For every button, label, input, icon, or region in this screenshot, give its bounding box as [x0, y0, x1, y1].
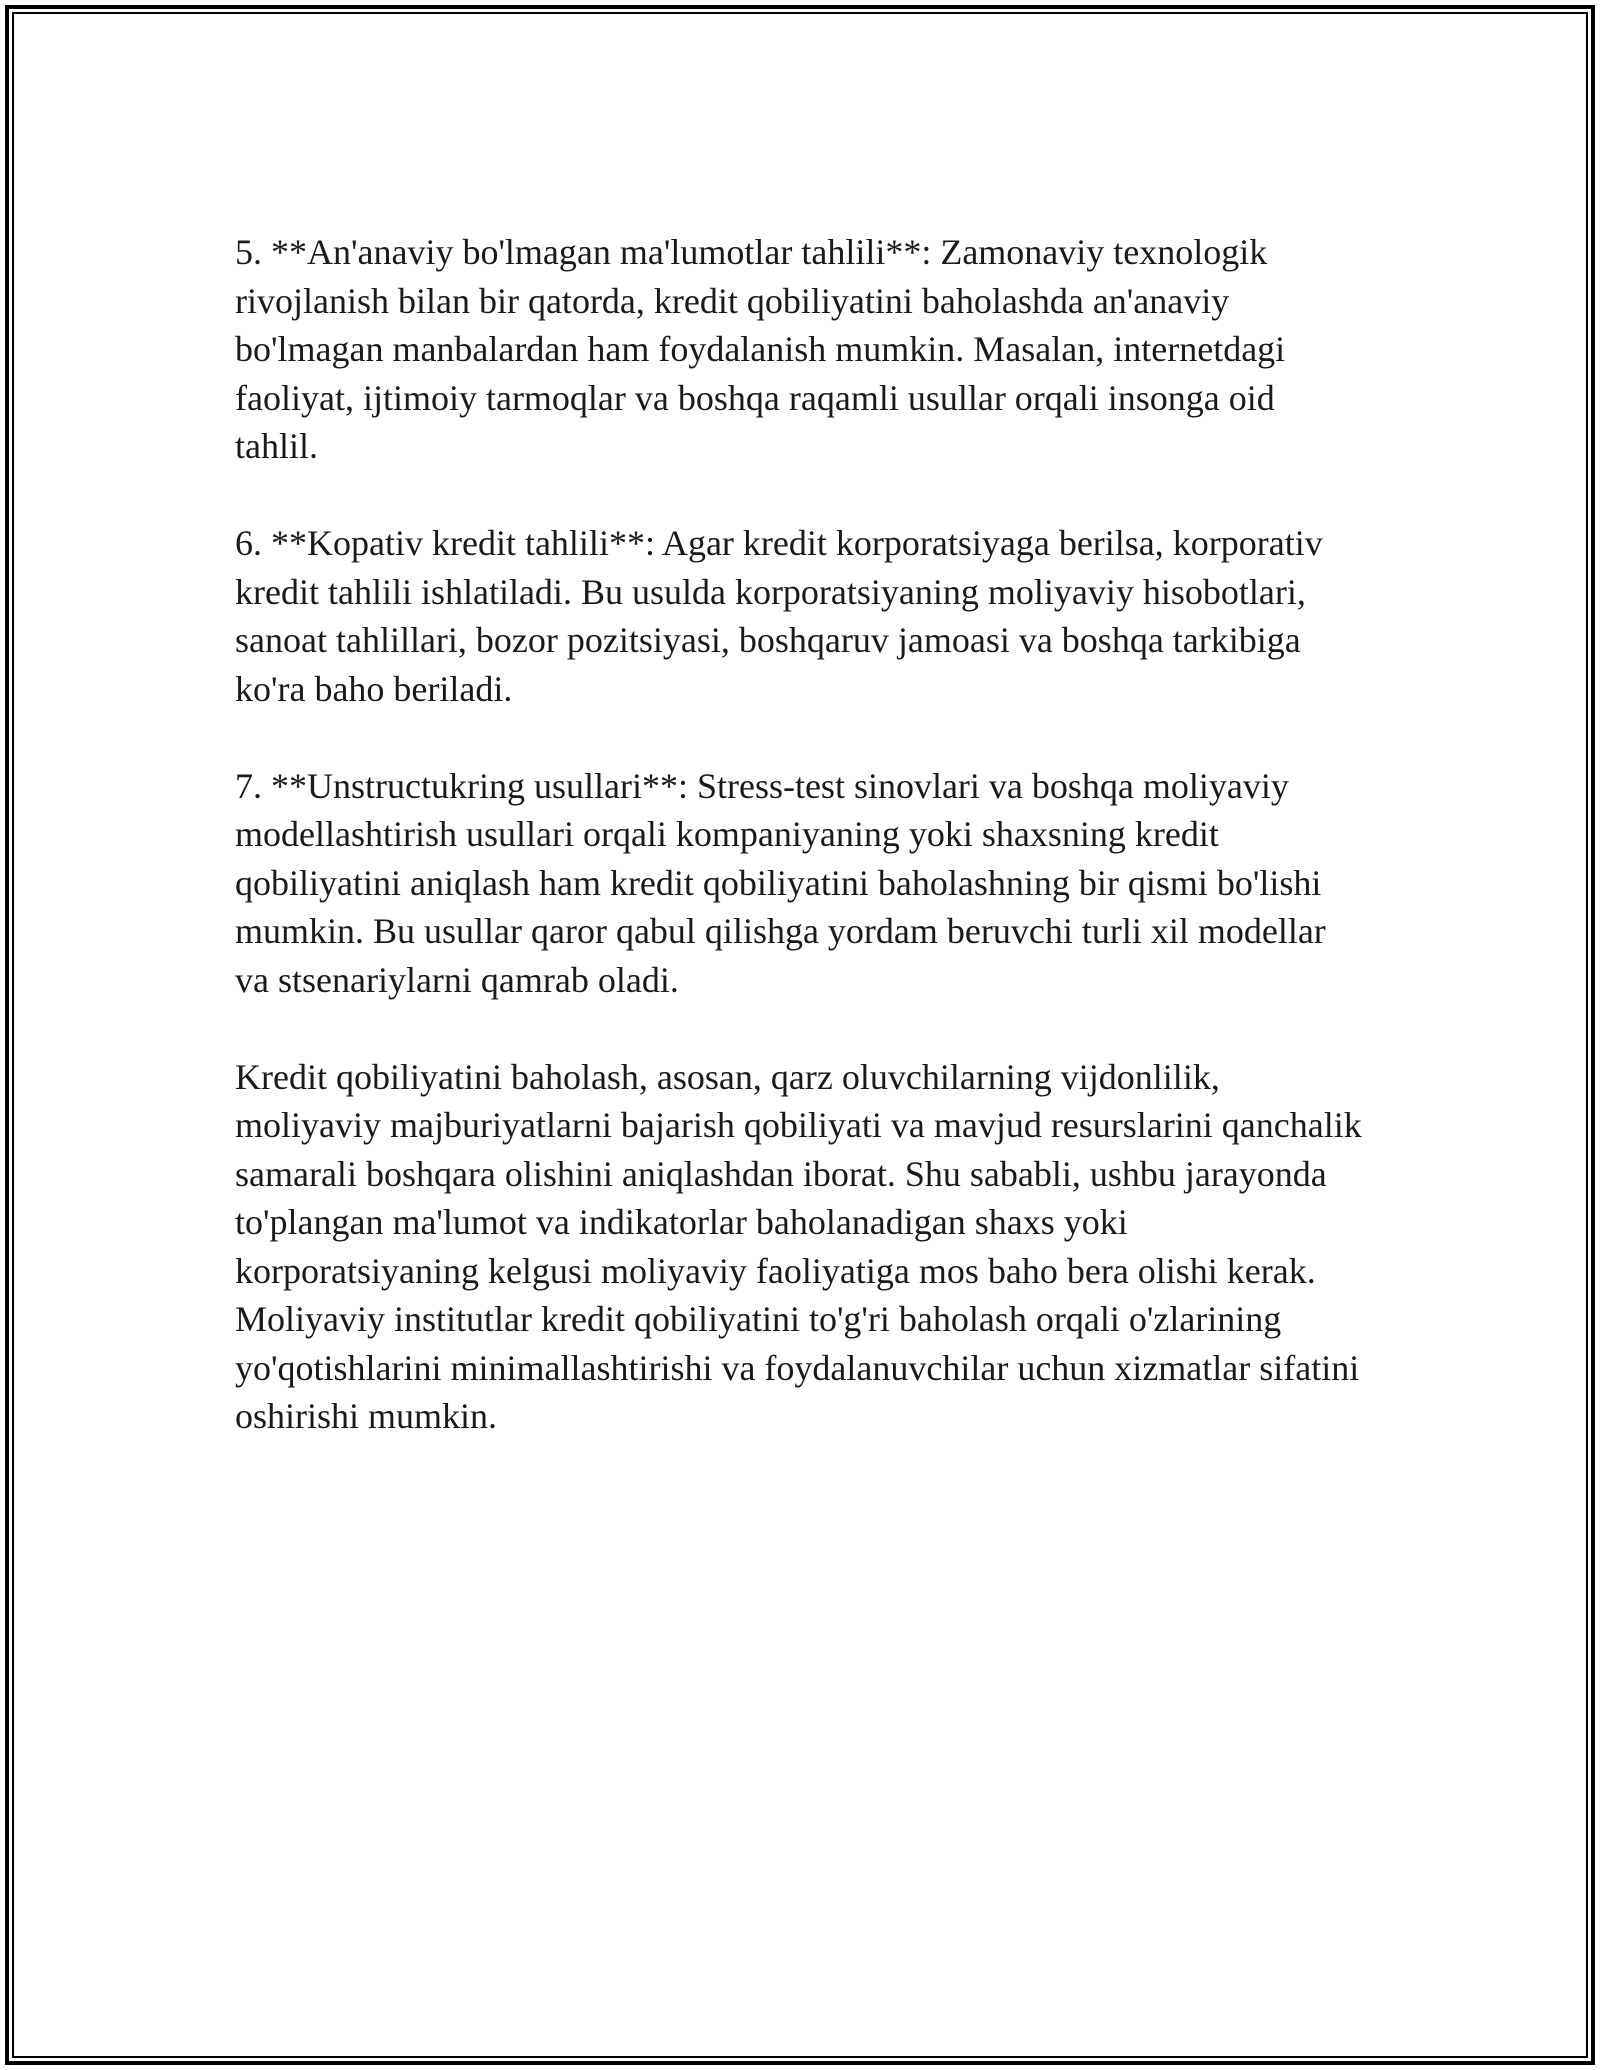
- paragraph-item-7: 7. **Unstructukring usullari**: Stress-test sinovlari va boshqa moliyaviy modellashtirish usullari orqali kompaniyaning yoki shaxsning kredit qobiliyatini aniqlash ham kredit qobiliyatini baholashning bir qismi bo'lishi mumkin. Bu usullar qaror qabul qilishga yordam beruvchi turli xil modellar va stsenariylarni qamrab oladi.: [235, 765, 1326, 1000]
- paragraph-item-6: 6. **Kopativ kredit tahlili**: Agar kredit korporatsiyaga berilsa, korporativ kredit tahlili ishlatiladi. Bu usulda korporatsiyaning moliyaviy hisobotlari, sanoat tahlillari, bozor pozitsiyasi, boshqaruv jamoasi va boshqa tarkibiga ko'ra baho beriladi.: [235, 523, 1323, 709]
- paragraph-conclusion: Kredit qobiliyatini baholash, asosan, qarz oluvchilarning vijdonlilik, moliyaviy majburiyatlarni bajarish qobiliyati va mavjud resurslarini qanchalik samarali boshqara olishini aniqlashdan iborat. Shu sababli, ushbu jarayonda to'plangan ma'lumot va indikatorlar baholanadigan shaxs yoki korporatsiyaning kelgusi moliyaviy faoliyatiga mos baho bera olishi kerak. Moliyaviy institutlar kredit qobiliyatini to'g'ri baholash orqali o'zlarining yo'qotishlarini minimallashtirishi va foydalanuvchilar uchun xizmatlar sifatini oshirishi mumkin.: [235, 1056, 1362, 1436]
- paragraph-item-5: 5. **An'anaviy bo'lmagan ma'lumotlar tahlili**: Zamonaviy texnologik rivojlanish bilan bir qatorda, kredit qobiliyatini baholashda an'anaviy bo'lmagan manbalardan ham foydalanish mumkin. Masalan, internetdagi faoliyat, ijtimoiy tarmoqlar va boshqa raqamli usullar orqali insonga oid tahlil.: [235, 232, 1286, 466]
- document-body: [235, 228, 1365, 1441]
